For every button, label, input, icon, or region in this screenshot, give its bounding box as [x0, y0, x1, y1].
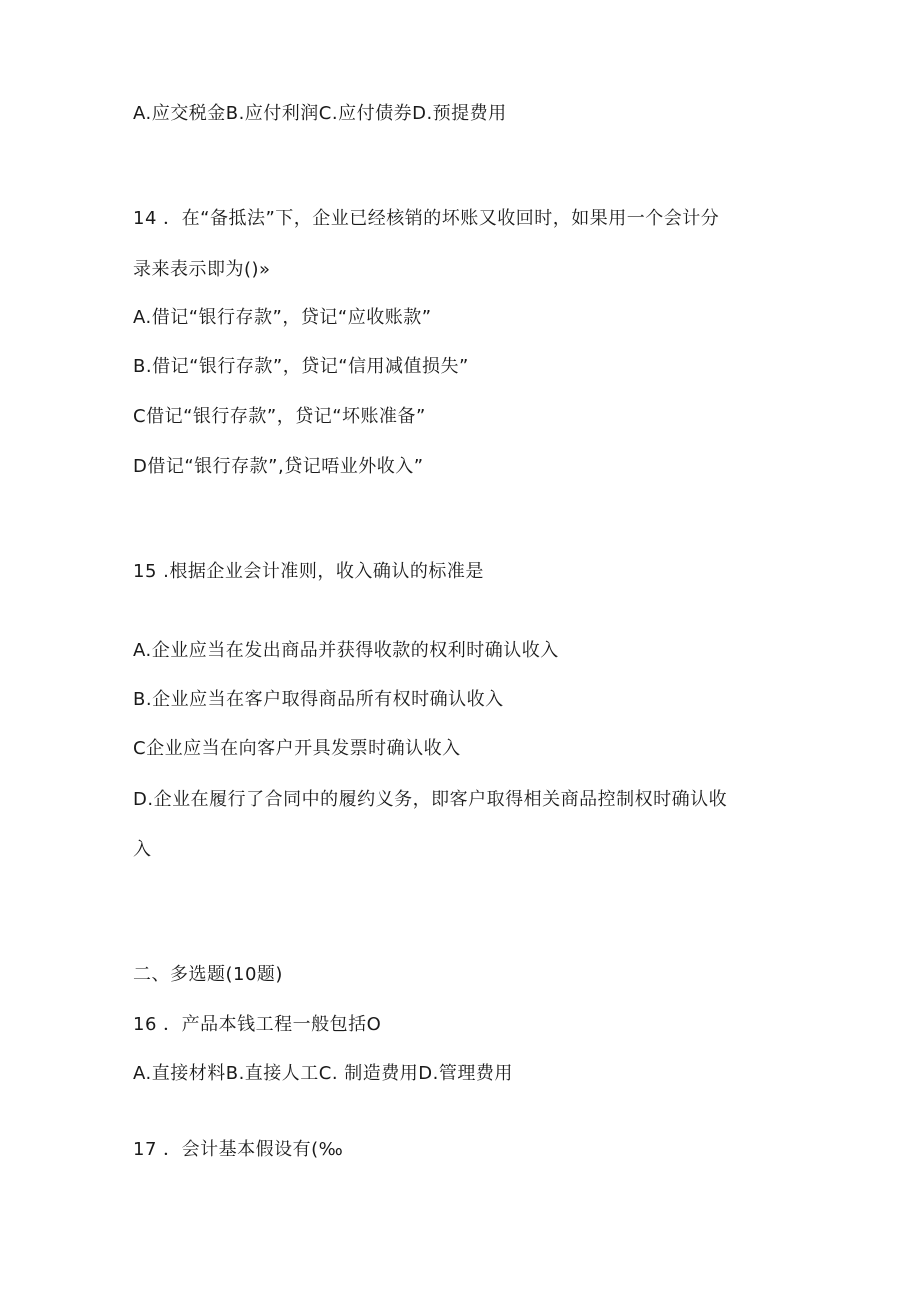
q15-option-b: B.企业应当在客户取得商品所有权时确认收入 [133, 689, 504, 710]
q16-stem: 16 ．产品本钱工程一般包括O [133, 1014, 382, 1035]
q15-option-a: A.企业应当在发出商品并获得收款的权利时确认收入 [133, 640, 559, 661]
q15-stem: 15 .根据企业会计准则，收入确认的标准是 [133, 561, 484, 582]
q14-option-c: C借记“银行存款”，贷记“坏账准备” [133, 406, 426, 427]
q15-option-d-line1: D.企业在履行了合同中的履约义务，即客户取得相关商品控制权时确认收 [133, 789, 728, 810]
q16-options: A.直接材料B.直接人工C. 制造费用D.管理费用 [133, 1063, 513, 1084]
q15-option-d-line2: 入 [133, 839, 152, 860]
q17-stem: 17 ．会计基本假设有(‰ [133, 1139, 344, 1160]
q14-option-b: B.借记“银行存款”，贷记“信用减值损失” [133, 356, 469, 377]
q14-option-d: D借记“银行存款”,贷记唔业外收入” [133, 456, 424, 477]
q14-stem-line1: 14 ．在“备抵法”下，企业已经核销的坏账又收回时，如果用一个会计分 [133, 208, 720, 229]
q14-stem-line2: 录来表示即为()» [133, 259, 271, 280]
q14-option-a: A.借记“银行存款”，贷记“应收账款” [133, 307, 432, 328]
q15-option-c: C企业应当在向客户开具发票时确认收入 [133, 738, 461, 759]
q13-options: A.应交税金B.应付利润C.应付债券D.预提费用 [133, 103, 507, 124]
section-heading-multiple-choice: 二、多选题(10题) [133, 964, 283, 985]
